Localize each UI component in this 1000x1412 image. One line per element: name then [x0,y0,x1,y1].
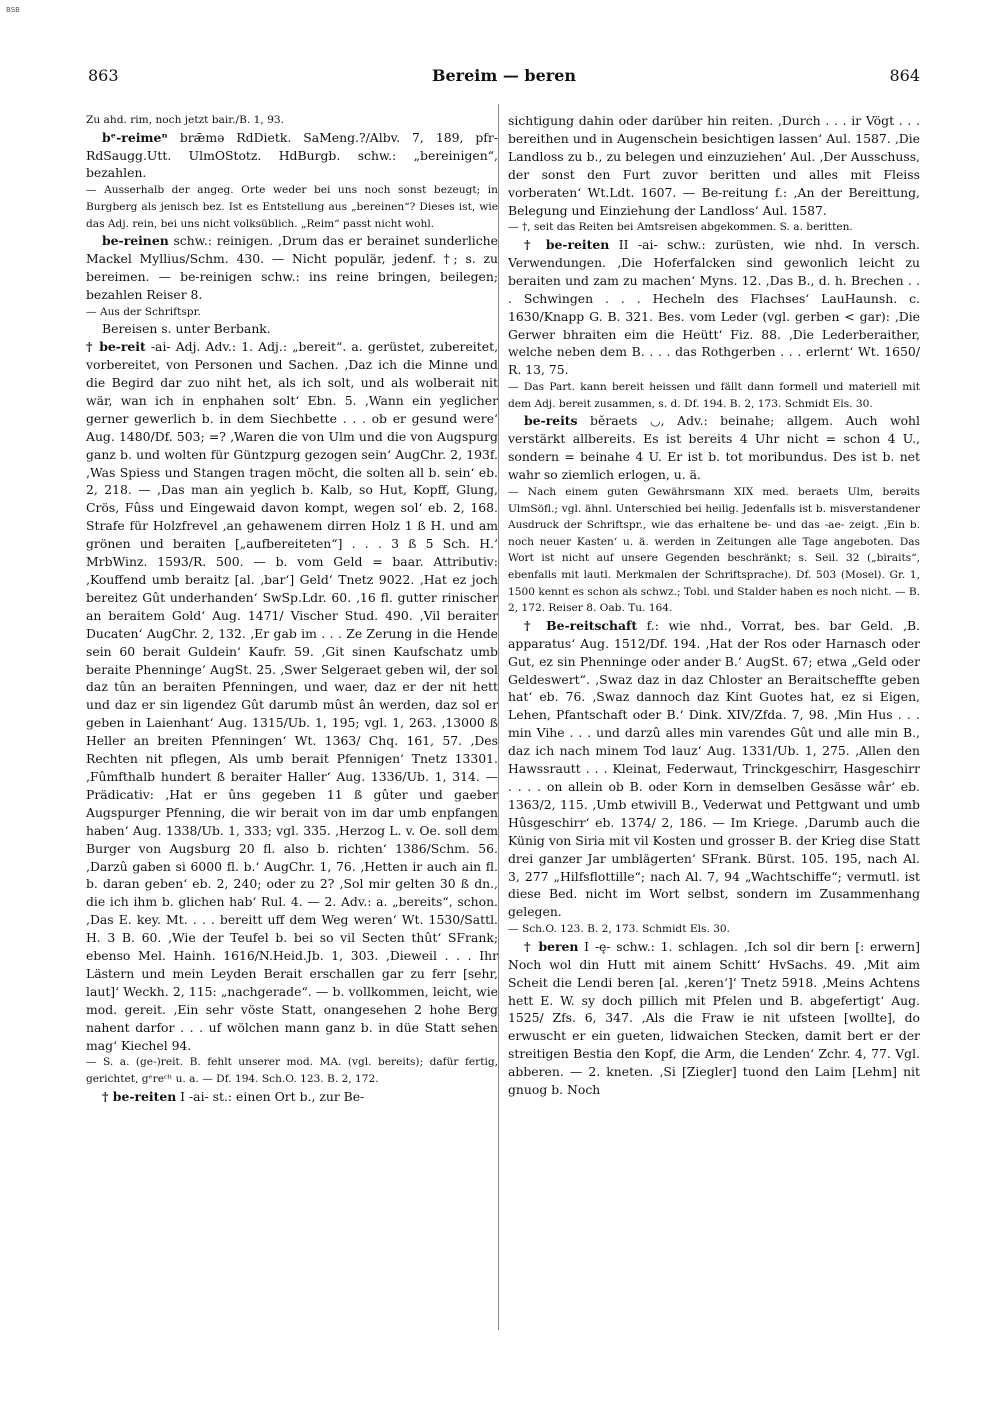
dictionary-entry [86,338,498,1054]
page-number-left: 863 [88,66,119,85]
column-divider [498,104,499,1330]
dictionary-entry [508,938,920,1099]
dictionary-entry [508,412,920,484]
entry-text [508,112,920,219]
entry-body: schw.: reinigen. ‚Drum das er berainet sunderliche Mackel Myllius/Schm. 430. — Nicht populär, jedenf. †; s. zu bereimen. — be-reinigen schw.: ins reine bringen, beilegen; bezahlen Reiser 8. [86,233,498,302]
page-header [88,66,920,88]
entry-note [86,1054,498,1087]
entry-body: — Aus der Schriftspr. [86,305,201,318]
entry-note [86,304,498,321]
entry-headword: † be-reiten [524,237,610,253]
entry-headword: be-reinen [102,233,169,249]
entry-body: f.: wie nhd., Vorrat, bes. bar Geld. ‚B. apparatus‘ Aug. 1512/Df. 194. ‚Hat der Ros oder Harnasch oder Gut, ez sin Phenninge oder ander B.‘ AugSt. 67; etwa „Geld oder Geldeswert“. ‚Swaz daz in daz Chloster an Beraitscheffte geben hat‘ eb. 76. ‚Swaz dannoch daz Kint Guotes hat, ez si Eigen, Lehen, Pfantschaft oder B.‘ Dink. XIV/Zfda. 7, 98. ‚Min Hus . . . min Vihe . . . und darzû alles min varendes Gût und alle min B., daz ich nach minem Tod lauz‘ Aug. 1331/Ub. 1, 275. ‚Allen den Hawssrautt . . . Kleinat, Federwaut, Trinckgeschirr, Hasgeschirr . . . . on allein ob B. oder Korn in demselben Gesässe wâr‘ eb. 1363/2, 115. ‚Umb etwivill B., Vederwat und Pettgwant und umb Hûsgeschirr‘ eb. 1374/ 2, 186. — Im Kriege. ‚Darumb auch die Künig von Siria mit vil Kosten und grosser B. der Krieg dise Statt drei ganzer Jar umblägerten‘ SFrank. Bürst. 105. 195, nach Al. 3, 277 „Hilfsflottille“; nach Al. 7, 94 „Wachtschiffe“; vermutl. ist diese Bed. nicht im Wort selbst, sondern im Zusammenhang gelegen. [508,617,920,920]
entry-body: — †, seit das Reiten bei Amtsreisen abgekommen. S. a. beritten. [508,221,853,234]
entry-note [508,484,920,617]
left-column [86,112,498,1352]
entry-body: I -ai- st.: einen Ort b., zur Be- [176,1088,365,1104]
entry-body: sichtigung dahin oder darüber hin reiten. ‚Durch . . . ir Vögt . . . bereithen und in Augenschein besichtigen lassen‘ Aul. 1587. ‚Die Landloss zu b., zu belegen und einzuziehen‘ Aul. ‚Der Ausschuss, der sonst den Furt zuvor beritten und alles mit Fleiss vorberaten‘ Wt.Ldt. 1607. — Be-reitung f.: ‚An der Bereittung, Belegung und Einziehung der Landloss‘ Aul. 1587. [508,113,920,218]
entry-body: — Nach einem guten Gewährsmann XIX med. beraets Ulm, berəits UlmSöfl.; vgl. ähnl. Unterschied bei heilig. Jedenfalls ist b. misverstandener Ausdruck der Schriftspr., wie das erhaltene be- und das -ae- zeigt. ‚Ein b. noch neuer Kasten‘ u. ä. werden in Zeitungen alle Tage angeboten. Das Wort ist nicht auf unsere Gegenden beschränkt; s. Seil. 32 („biraits“, ebenfalls mit lautl. Merkmalen der Schriftsprache). Df. 503 (Mosel). Gr. 1, 1500 kennt es schon als schwz.; Tobl. und Stalder haben es noch nicht. — B. 2, 172. Reiser 8. Oab. Tu. 164. [508,486,920,615]
right-column [508,112,920,1352]
page-number-right: 864 [889,66,920,85]
entry-text [86,320,498,338]
entry-body: Zu ahd. rim, noch jetzt bair./B. 1, 93. [86,114,284,126]
entry-note [508,921,920,938]
entry-body: Bereisen s. unter Berbank. [102,321,271,337]
dictionary-entry [508,617,920,921]
entry-headword: † beren [524,938,579,954]
entry-body: — Sch.O. 123. B. 2, 173. Schmidt Els. 30. [508,923,731,936]
entry-body: brǣmə RdDietk. SaMeng.?/Albv. 7, 189, pfr- RdSaugg.Utt. UlmOStotz. HdBurgb. schw.: „bereinigen“, bezahlen. [86,129,498,181]
dictionary-entry [508,236,920,379]
dictionary-entry [86,129,498,183]
entry-body: I -ę- schw.: 1. schlagen. ‚Ich sol dir bern [: erwern] Noch wol din Hutt mit ainem Schitt‘ HvSachs. 49. ‚Mit aim Scheit die Lendi beren [al. ‚keren‘]‘ Tnetz 5918. ‚Meins Achtens hett E. W. sy doch pillich mit Pfelen und B. abgefertigt‘ Aug. 1525/ Zfs. 6, 347. ‚Als die Fraw ie nit ufsteen [wollte], do erwuscht er ein gueten, lidwaichen Stecken, damit bert er der streitigen Bestia den Kopf, die Arm, die Lenden‘ Zchr. 4, 77. Vgl. abberen. — 2. kneten. ‚Si [Ziegler] tuond den Laim [Lehm] nit gnuog b. Noch [508,938,920,1098]
library-stamp: BSB [6,6,20,14]
running-title: Bereim — beren [431,66,577,85]
dictionary-entry [86,1088,498,1106]
entry-headword: be-reits [524,413,578,429]
entry-headword: bᵉ-reimeⁿ [102,129,168,145]
entry-note [508,219,920,236]
entry-body: bĕraets ◡, Adv.: beinahe; allgem. Auch wohl verstärkt allbereits. Es ist bereits 4 Uhr nicht = schon 4 U., sondern = beinahe 4 U. Er ist b. tot moribundus. Des ist b. net wahr so ziemlich erlogen, u. ä. [508,413,920,483]
entry-headword: † be-reit [86,339,146,355]
entry-body: — Ausserhalb der angeg. Orte weder bei uns noch sonst bezeugt; in Burgberg als jenisch bez. Ist es Entstellung aus „bereinen“? Dieses ist, wie das Adj. rein, bei uns nicht volksüblich. „Reim“ passt nicht wohl. [86,184,498,230]
entry-note [86,112,498,129]
entry-note [86,182,498,232]
entry-note [508,379,920,412]
entry-body: — Das Part. kann bereit heissen und fällt dann formell und materiell mit dem Adj. bereit zusammen, s. d. Df. 194. B. 2, 173. Schmidt Els. 30. [508,381,920,410]
entry-body: — S. a. (ge-)reit. B. fehlt unserer mod. MA. (vgl. bereits); dafür fertig, gerichtet, gᵉreᶜʰ u. a. — Df. 194. Sch.O. 123. B. 2, 172. [86,1056,498,1086]
dictionary-entry [86,232,498,304]
entry-headword: † be-reiten [102,1088,177,1104]
entry-headword: † Be-reitschaft [524,617,638,633]
entry-body: -ai- Adj. Adv.: 1. Adj.: „bereit“. a. gerüstet, zubereitet, vorbereitet, von Personen und Sachen. ‚Daz ich die Minne und die Begird dar zuo niht het, als ich solt, und als wolberait nit wär, wan ich in enphahen solt‘ Ebn. 5. ‚Wann ein yeglicher gerner gewerlich b. in dem Siechbette . . . ob er gesund were‘ Aug. 1480/Df. 503; =? ‚Waren die von Ulm und die von Augspurg ganz b. und wolten für Güntzpurg gezogen sein‘ AugChr. 2, 193f. ‚Was Spiess und Stangen tragen möcht, die solten all b. sein‘ eb. 2, 218. — ‚Das man ain yeglich b. Kalb, so Hut, Kopff, Glung, Crös, Fûss und Eingewaid davon kompt, wegen sol‘ eb. 2, 168. Strafe für Holzfrevel ‚an gehawenem dirren Holz 1 ß H. und am grönen und beraiten [„aufbereiteten“] . . . 3 ß 5 Sch. H.‘ MrbWinz. 1593/R. 500. — b. vom Geld = baar. Attributiv: ‚Kouffend umb beraitz [al. ‚bar‘] Geld‘ Tnetz 9022. ‚Hat ez joch bereitez Gût underhanden‘ SwSp.Ldr. 60. ‚16 fl. gutter rinischer an beraitem Gold‘ Aug. 1471/ Vischer Stud. 490. ‚Vil beraiter Ducaten‘ AugChr. 2, 132. ‚Er gab im . . . Ze Zerung in die Hende sein 60 berait Guldein‘ Kaufr. 59. ‚Git sinen Kaufschatz umb beraite Phenninge‘ AugSt. 25. ‚Swer Selgeraet geben wil, der sol daz tûn an beraiten Pfenningen, und waer, daz er der nit hett und daz er sin ligendez Gût darumb mûst ân werden, daz sol er geben in Laienhant‘ Aug. 1315/Ub. 1, 195; vgl. 1, 263. ‚13000 ß Heller an breiten Pfenningen‘ Wt. 1363/ Chq. 161, 57. ‚Des Rechten nit pflegen, Als umb berait Pfennigen‘ Tnetz 13301. ‚Fûmfthalb hundert ß beraiter Haller‘ Aug. 1336/Ub. 1, 314. — Prädicativ: ‚Hat er ûns gegeben 11 ß gûter und gaeber Augspurger Pfenning, die wir berait von im dar umb enpfangen haben‘ Aug. 1338/Ub. 1, 333; vgl. 335. ‚Herzog L. v. Oe. soll dem Burger von Augsburg 20 fl. also b. richten‘ 1386/Schm. 56. ‚Darzû gaben si 6000 fl. b.‘ AugChr. 1, 76. ‚Hetten ir auch ain fl. b. daran geben‘ eb. 2, 240; oder zu 2? ‚Sol mir gelten 30 ß dn., die ich ihm b. glichen hab‘ Rul. 4. — 2. Adv.: a. „bereits“, schon. ‚Das E. key. Mt. . . . bereitt uff dem Weg weren‘ Wt. 1530/Sattl. H. 3 B. 60. ‚Wie der Teufel b. bei so vil Secten thût‘ SFrank; ebenso Mel. Hainh. 1616/N.Heid.Jb. 1, 303. ‚Dieweil . . . Ihr Lästern und mein Leyden Berait erschallen gar zu ferr [sehr, laut]‘ Weckh. 2, 115: „nachgerade“. — b. vollkommen, leicht, wie mod. gereit. ‚Ein sehr vöste Statt, onangesehen 2 hohe Berg nahent darfor . . . uf wölchen mann ganz b. in düe Statt sehen mag‘ Kiechel 94. [86,339,498,1053]
entry-body: II -ai- schw.: zurüsten, wie nhd. In versch. Verwendungen. ‚Die Hoferfalcken sind gewonlich leicht zu beraiten und zam zu machen‘ Myns. 12. ‚Das B., d. h. Brechen . . . Schwingen . . . Hecheln des Flachses‘ LauHaunsh. c. 1630/Knapp G. B. 321. Bes. vom Leder (vgl. gerben < gar): ‚Die Gerwer bhraiten eim die Heütt‘ Fiz. 88. ‚Die Lederberaither, welche neben dem B. . . . das Rothgerben . . . erlernt‘ Wt. 1650/ R. 13, 75. [508,237,920,378]
